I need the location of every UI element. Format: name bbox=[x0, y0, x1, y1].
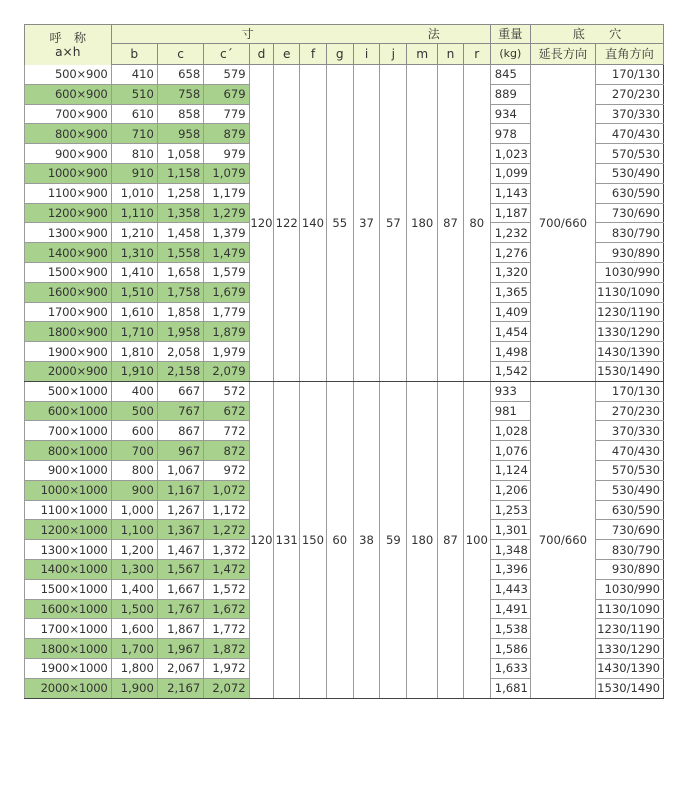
cell-b: 1,210 bbox=[111, 223, 157, 243]
cell-c: 1,758 bbox=[157, 282, 203, 302]
cell-b: 610 bbox=[111, 104, 157, 124]
cell-nominal: 800×1000 bbox=[25, 441, 112, 461]
cell-weight: 1,681 bbox=[490, 678, 530, 698]
cell-b: 810 bbox=[111, 144, 157, 164]
cell-shared-d: 120 bbox=[249, 65, 274, 382]
cell-b: 1,110 bbox=[111, 203, 157, 223]
table-body bbox=[25, 65, 664, 699]
cell-ext-direction: 700/660 bbox=[530, 65, 595, 382]
cell-nominal: 500×900 bbox=[25, 65, 112, 85]
cell-weight: 1,365 bbox=[490, 282, 530, 302]
cell-perp-direction: 930/890 bbox=[595, 243, 663, 263]
cell-weight: 1,409 bbox=[490, 302, 530, 322]
cell-c: 1,858 bbox=[157, 302, 203, 322]
spec-table-container bbox=[24, 24, 664, 766]
cell-c-prime: 779 bbox=[204, 104, 249, 124]
cell-weight: 1,143 bbox=[490, 183, 530, 203]
cell-weight: 934 bbox=[490, 104, 530, 124]
cell-b: 910 bbox=[111, 163, 157, 183]
cell-b: 1,710 bbox=[111, 322, 157, 342]
cell-b: 1,200 bbox=[111, 540, 157, 560]
cell-shared-r: 100 bbox=[463, 381, 490, 698]
header-dimensions bbox=[111, 25, 490, 44]
cell-perp-direction: 1130/1090 bbox=[595, 282, 663, 302]
cell-perp-direction: 630/590 bbox=[595, 500, 663, 520]
cell-weight: 978 bbox=[490, 124, 530, 144]
cell-c-prime: 1,272 bbox=[204, 520, 249, 540]
cell-b: 1,000 bbox=[111, 500, 157, 520]
cell-c-prime: 1,872 bbox=[204, 639, 249, 659]
cell-c-prime: 1,979 bbox=[204, 342, 249, 362]
cell-b: 1,010 bbox=[111, 183, 157, 203]
cell-c: 1,558 bbox=[157, 243, 203, 263]
header-col-j: j bbox=[380, 44, 407, 65]
cell-weight: 1,099 bbox=[490, 163, 530, 183]
cell-perp-direction: 470/430 bbox=[595, 124, 663, 144]
cell-weight: 1,498 bbox=[490, 342, 530, 362]
cell-c-prime: 1,279 bbox=[204, 203, 249, 223]
cell-nominal: 1200×900 bbox=[25, 203, 112, 223]
cell-b: 1,300 bbox=[111, 559, 157, 579]
cell-weight: 1,454 bbox=[490, 322, 530, 342]
cell-c-prime: 1,479 bbox=[204, 243, 249, 263]
cell-weight: 1,348 bbox=[490, 540, 530, 560]
cell-nominal: 1600×1000 bbox=[25, 599, 112, 619]
cell-weight: 1,538 bbox=[490, 619, 530, 639]
cell-perp-direction: 830/790 bbox=[595, 540, 663, 560]
cell-shared-d: 120 bbox=[249, 381, 274, 698]
cell-nominal: 1500×900 bbox=[25, 262, 112, 282]
cell-nominal: 1100×1000 bbox=[25, 500, 112, 520]
cell-c: 1,067 bbox=[157, 460, 203, 480]
cell-c: 1,267 bbox=[157, 500, 203, 520]
cell-perp-direction: 270/230 bbox=[595, 401, 663, 421]
cell-c: 2,067 bbox=[157, 658, 203, 678]
cell-nominal: 1600×900 bbox=[25, 282, 112, 302]
cell-perp-direction: 1330/1290 bbox=[595, 322, 663, 342]
cell-c-prime: 772 bbox=[204, 421, 249, 441]
cell-b: 1,700 bbox=[111, 639, 157, 659]
cell-c-prime: 572 bbox=[204, 381, 249, 401]
cell-c-prime: 1,472 bbox=[204, 559, 249, 579]
cell-c: 967 bbox=[157, 441, 203, 461]
cell-perp-direction: 1330/1290 bbox=[595, 639, 663, 659]
cell-nominal: 2000×900 bbox=[25, 361, 112, 381]
cell-shared-m: 180 bbox=[407, 381, 438, 698]
cell-perp-direction: 1030/990 bbox=[595, 262, 663, 282]
cell-nominal: 800×900 bbox=[25, 124, 112, 144]
cell-nominal: 1500×1000 bbox=[25, 579, 112, 599]
cell-weight: 1,443 bbox=[490, 579, 530, 599]
cell-weight: 1,301 bbox=[490, 520, 530, 540]
header-col-r: r bbox=[463, 44, 490, 65]
cell-weight: 1,028 bbox=[490, 421, 530, 441]
cell-c: 1,567 bbox=[157, 559, 203, 579]
cell-b: 710 bbox=[111, 124, 157, 144]
cell-weight: 981 bbox=[490, 401, 530, 421]
cell-c: 958 bbox=[157, 124, 203, 144]
header-weight: 重量 bbox=[490, 25, 530, 44]
cell-c-prime: 2,079 bbox=[204, 361, 249, 381]
cell-c: 1,367 bbox=[157, 520, 203, 540]
cell-nominal: 1300×900 bbox=[25, 223, 112, 243]
cell-weight: 1,023 bbox=[490, 144, 530, 164]
cell-perp-direction: 630/590 bbox=[595, 183, 663, 203]
cell-shared-g: 55 bbox=[326, 65, 353, 382]
cell-weight: 1,320 bbox=[490, 262, 530, 282]
cell-c-prime: 1,772 bbox=[204, 619, 249, 639]
cell-c: 1,158 bbox=[157, 163, 203, 183]
header-perp-direction: 直角方向 bbox=[595, 44, 663, 65]
cell-c: 2,158 bbox=[157, 361, 203, 381]
cell-nominal: 1000×1000 bbox=[25, 480, 112, 500]
cell-weight: 889 bbox=[490, 84, 530, 104]
cell-c: 758 bbox=[157, 84, 203, 104]
cell-perp-direction: 470/430 bbox=[595, 441, 663, 461]
cell-c-prime: 1,672 bbox=[204, 599, 249, 619]
cell-weight: 1,206 bbox=[490, 480, 530, 500]
cell-b: 700 bbox=[111, 441, 157, 461]
cell-perp-direction: 1230/1190 bbox=[595, 302, 663, 322]
cell-weight: 933 bbox=[490, 381, 530, 401]
header-col-n: n bbox=[438, 44, 464, 65]
cell-c-prime: 972 bbox=[204, 460, 249, 480]
cell-b: 1,800 bbox=[111, 658, 157, 678]
cell-nominal: 2000×1000 bbox=[25, 678, 112, 698]
cell-c-prime: 1,572 bbox=[204, 579, 249, 599]
cell-weight: 1,187 bbox=[490, 203, 530, 223]
cell-b: 1,500 bbox=[111, 599, 157, 619]
cell-c: 867 bbox=[157, 421, 203, 441]
header-col-d: d bbox=[249, 44, 274, 65]
cell-perp-direction: 930/890 bbox=[595, 559, 663, 579]
header-bottom-hole: 底 穴 bbox=[530, 25, 663, 44]
cell-c-prime: 1,072 bbox=[204, 480, 249, 500]
header-col-m: m bbox=[407, 44, 438, 65]
cell-weight: 1,633 bbox=[490, 658, 530, 678]
cell-nominal: 600×900 bbox=[25, 84, 112, 104]
cell-nominal: 1800×900 bbox=[25, 322, 112, 342]
cell-perp-direction: 170/130 bbox=[595, 381, 663, 401]
cell-perp-direction: 1530/1490 bbox=[595, 678, 663, 698]
cell-b: 500 bbox=[111, 401, 157, 421]
cell-c-prime: 872 bbox=[204, 441, 249, 461]
cell-nominal: 1300×1000 bbox=[25, 540, 112, 560]
cell-b: 410 bbox=[111, 65, 157, 85]
cell-perp-direction: 1130/1090 bbox=[595, 599, 663, 619]
header-col-c: c bbox=[157, 44, 203, 65]
cell-weight: 1,586 bbox=[490, 639, 530, 659]
table-row bbox=[25, 65, 664, 85]
cell-c: 1,467 bbox=[157, 540, 203, 560]
cell-c: 1,867 bbox=[157, 619, 203, 639]
header-dims-left: 寸 bbox=[241, 27, 254, 41]
cell-b: 900 bbox=[111, 480, 157, 500]
cell-weight: 845 bbox=[490, 65, 530, 85]
cell-shared-e: 122 bbox=[274, 65, 300, 382]
spec-table bbox=[24, 24, 664, 699]
cell-c-prime: 679 bbox=[204, 84, 249, 104]
cell-c-prime: 1,079 bbox=[204, 163, 249, 183]
cell-c: 658 bbox=[157, 65, 203, 85]
cell-weight: 1,396 bbox=[490, 559, 530, 579]
cell-perp-direction: 1030/990 bbox=[595, 579, 663, 599]
cell-c: 767 bbox=[157, 401, 203, 421]
cell-c-prime: 1,972 bbox=[204, 658, 249, 678]
cell-b: 510 bbox=[111, 84, 157, 104]
cell-c-prime: 879 bbox=[204, 124, 249, 144]
cell-c: 1,058 bbox=[157, 144, 203, 164]
cell-perp-direction: 730/690 bbox=[595, 203, 663, 223]
cell-nominal: 1400×1000 bbox=[25, 559, 112, 579]
table-row bbox=[25, 381, 664, 401]
cell-c: 1,458 bbox=[157, 223, 203, 243]
header-weight-unit: (kg) bbox=[490, 44, 530, 65]
table-header bbox=[25, 25, 664, 65]
header-nominal-sub: a×h bbox=[55, 44, 81, 59]
cell-c: 1,167 bbox=[157, 480, 203, 500]
cell-c-prime: 1,879 bbox=[204, 322, 249, 342]
cell-shared-r: 80 bbox=[463, 65, 490, 382]
cell-b: 1,400 bbox=[111, 579, 157, 599]
cell-b: 1,510 bbox=[111, 282, 157, 302]
header-col-c-prime: c´ bbox=[204, 44, 249, 65]
cell-b: 1,600 bbox=[111, 619, 157, 639]
cell-b: 1,810 bbox=[111, 342, 157, 362]
cell-perp-direction: 370/330 bbox=[595, 421, 663, 441]
cell-c: 2,058 bbox=[157, 342, 203, 362]
cell-c-prime: 2,072 bbox=[204, 678, 249, 698]
cell-weight: 1,124 bbox=[490, 460, 530, 480]
cell-c-prime: 672 bbox=[204, 401, 249, 421]
cell-perp-direction: 570/530 bbox=[595, 460, 663, 480]
cell-nominal: 900×1000 bbox=[25, 460, 112, 480]
cell-c-prime: 1,172 bbox=[204, 500, 249, 520]
cell-c: 1,767 bbox=[157, 599, 203, 619]
cell-perp-direction: 270/230 bbox=[595, 84, 663, 104]
cell-ext-direction: 700/660 bbox=[530, 381, 595, 698]
cell-c: 1,258 bbox=[157, 183, 203, 203]
cell-weight: 1,542 bbox=[490, 361, 530, 381]
cell-c-prime: 1,372 bbox=[204, 540, 249, 560]
cell-c: 1,958 bbox=[157, 322, 203, 342]
cell-perp-direction: 1430/1390 bbox=[595, 658, 663, 678]
cell-c-prime: 1,379 bbox=[204, 223, 249, 243]
cell-perp-direction: 830/790 bbox=[595, 223, 663, 243]
cell-perp-direction: 570/530 bbox=[595, 144, 663, 164]
cell-nominal: 1700×1000 bbox=[25, 619, 112, 639]
header-col-b: b bbox=[111, 44, 157, 65]
cell-shared-f: 150 bbox=[300, 381, 327, 698]
cell-weight: 1,253 bbox=[490, 500, 530, 520]
cell-nominal: 1700×900 bbox=[25, 302, 112, 322]
cell-c: 1,358 bbox=[157, 203, 203, 223]
cell-b: 1,410 bbox=[111, 262, 157, 282]
cell-c-prime: 1,579 bbox=[204, 262, 249, 282]
cell-b: 1,100 bbox=[111, 520, 157, 540]
cell-shared-n: 87 bbox=[438, 65, 464, 382]
cell-nominal: 1900×1000 bbox=[25, 658, 112, 678]
cell-c-prime: 979 bbox=[204, 144, 249, 164]
cell-c: 1,967 bbox=[157, 639, 203, 659]
header-ext-direction: 延長方向 bbox=[530, 44, 595, 65]
cell-nominal: 500×1000 bbox=[25, 381, 112, 401]
cell-b: 800 bbox=[111, 460, 157, 480]
cell-shared-j: 59 bbox=[380, 381, 407, 698]
cell-shared-e: 131 bbox=[274, 381, 300, 698]
header-col-e: e bbox=[274, 44, 300, 65]
cell-c-prime: 1,179 bbox=[204, 183, 249, 203]
cell-perp-direction: 1430/1390 bbox=[595, 342, 663, 362]
cell-perp-direction: 170/130 bbox=[595, 65, 663, 85]
cell-c: 1,658 bbox=[157, 262, 203, 282]
cell-b: 1,610 bbox=[111, 302, 157, 322]
cell-perp-direction: 370/330 bbox=[595, 104, 663, 124]
cell-perp-direction: 1530/1490 bbox=[595, 361, 663, 381]
header-nominal bbox=[25, 25, 112, 65]
cell-c: 1,667 bbox=[157, 579, 203, 599]
cell-nominal: 600×1000 bbox=[25, 401, 112, 421]
header-col-f: f bbox=[300, 44, 327, 65]
cell-c: 858 bbox=[157, 104, 203, 124]
column-header-row bbox=[25, 44, 664, 65]
cell-shared-n: 87 bbox=[438, 381, 464, 698]
cell-b: 600 bbox=[111, 421, 157, 441]
cell-nominal: 1900×900 bbox=[25, 342, 112, 362]
cell-weight: 1,491 bbox=[490, 599, 530, 619]
header-col-i: i bbox=[353, 44, 380, 65]
cell-nominal: 700×1000 bbox=[25, 421, 112, 441]
cell-b: 1,910 bbox=[111, 361, 157, 381]
cell-perp-direction: 530/490 bbox=[595, 163, 663, 183]
cell-nominal: 1200×1000 bbox=[25, 520, 112, 540]
cell-nominal: 900×900 bbox=[25, 144, 112, 164]
cell-shared-i: 38 bbox=[353, 381, 380, 698]
cell-perp-direction: 1230/1190 bbox=[595, 619, 663, 639]
cell-shared-m: 180 bbox=[407, 65, 438, 382]
cell-shared-f: 140 bbox=[300, 65, 327, 382]
cell-nominal: 700×900 bbox=[25, 104, 112, 124]
cell-perp-direction: 730/690 bbox=[595, 520, 663, 540]
cell-c-prime: 579 bbox=[204, 65, 249, 85]
cell-c: 2,167 bbox=[157, 678, 203, 698]
cell-shared-i: 37 bbox=[353, 65, 380, 382]
cell-b: 400 bbox=[111, 381, 157, 401]
cell-nominal: 1000×900 bbox=[25, 163, 112, 183]
cell-nominal: 1400×900 bbox=[25, 243, 112, 263]
cell-c: 667 bbox=[157, 381, 203, 401]
header-nominal-label: 呼 称 bbox=[49, 30, 87, 45]
cell-weight: 1,276 bbox=[490, 243, 530, 263]
header-dims-right: 法 bbox=[427, 27, 440, 41]
cell-perp-direction: 530/490 bbox=[595, 480, 663, 500]
cell-nominal: 1800×1000 bbox=[25, 639, 112, 659]
cell-shared-g: 60 bbox=[326, 381, 353, 698]
cell-shared-j: 57 bbox=[380, 65, 407, 382]
cell-b: 1,900 bbox=[111, 678, 157, 698]
cell-weight: 1,076 bbox=[490, 441, 530, 461]
cell-weight: 1,232 bbox=[490, 223, 530, 243]
header-col-g: g bbox=[326, 44, 353, 65]
cell-nominal: 1100×900 bbox=[25, 183, 112, 203]
cell-b: 1,310 bbox=[111, 243, 157, 263]
cell-c-prime: 1,679 bbox=[204, 282, 249, 302]
cell-c-prime: 1,779 bbox=[204, 302, 249, 322]
